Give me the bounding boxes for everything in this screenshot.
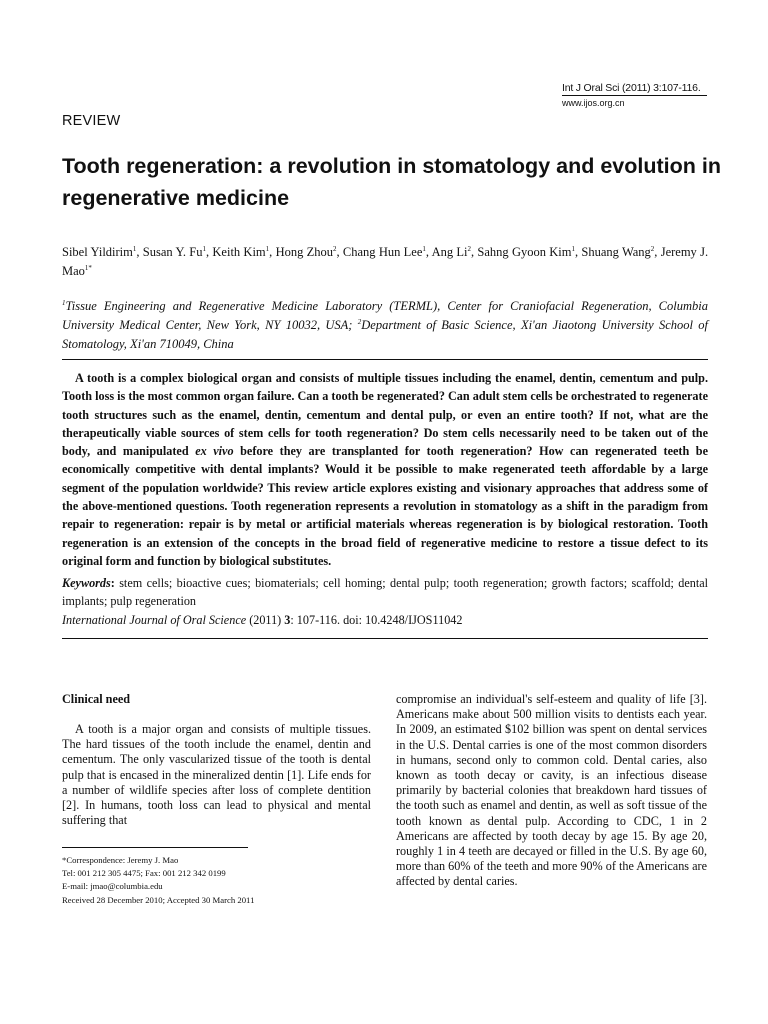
section-heading: Clinical need	[62, 692, 131, 706]
article-title: Tooth regeneration: a revolution in stomatology and evolution in regenerative medicine	[62, 154, 721, 210]
header-rule	[562, 95, 707, 96]
footnote	[62, 854, 362, 907]
correspondence: *Correspondence: Jeremy J. Mao	[62, 855, 179, 865]
abstract-bottom-rule	[62, 638, 708, 639]
journal-url[interactable]: www.ijos.org.cn	[562, 98, 625, 108]
body-column-right: compromise an individual's self-esteem and quality of life [3]. Americans make about 500 million visits to dentists each year. In 2009, an estimated $102 billion was spent on dental services in the U.S. Dental carries is one of the most common disorders in humans, second only to common cold. Dental caries, also known as tooth decay or cavity, is an infectious disease primarily by bacterial colonies that breakdown hard tissues of the tooth such as enamel and dentin, as well as soft tissue of the tooth known as dental pulp. According to CDC, 1 in 2 Americans are affected by tooth decay by age 15. By age 20, roughly 1 in 4 teeth are decayed or filled in the U.S. By age 60, more than 60% of the teeth and more 90% of the Americans are affected by dental caries.	[396, 692, 707, 889]
affiliation: $^1$Tissue Engineering and Regenerative Medicine Laboratory (TERML), Center for Craniofacial Regeneration, Columbia University Medical Center, New York, NY 10032, USA; $^2$Department of Basic Science, Xi'an Jiaotong University School of Stomatology, Xi'an 710049, China	[62, 298, 708, 351]
author: Sibel Yildirim$^1$	[62, 244, 137, 259]
keywords-label: Keywords	[62, 576, 111, 590]
citation: International Journal of Oral Science (2011) 3: 107-116. doi: 10.4248/IJOS11042	[62, 613, 463, 627]
section-label: REVIEW	[62, 113, 121, 129]
author: Jeremy J. Mao$^{1*}$	[62, 245, 709, 278]
abstract-top-rule	[62, 359, 708, 360]
body-column-left: A tooth is a major organ and consists of multiple tissues. The hard tissues of the tooth include the enamel, dentin and cementum. The only vascularized tissue of the tooth is dental pulp that is encased in the mineralized dentin [1]. Life ends for a number of wildlife species after loss of complete dentition [2]. In humans, tooth loss can lead to physical and mental suffering that	[62, 722, 371, 828]
contact-email[interactable]: E-mail: jmao@columbia.edu	[62, 881, 163, 892]
author: Hong Zhou$^2$	[275, 244, 337, 259]
author: Sahng Gyoon Kim$^1$	[477, 244, 575, 259]
received-date: Received 28 December 2010; Accepted 30 March 2011	[62, 894, 255, 905]
journal-reference: Int J Oral Sci (2011) 3:107-116.	[562, 82, 701, 94]
contact-phone: Tel: 001 212 305 4475; Fax: 001 212 342 0199	[62, 868, 226, 879]
author: Chang Hun Lee$^1$	[342, 244, 426, 259]
abstract: A tooth is a complex biological organ and consists of multiple tissues including the enamel, dentin, cementum and pulp. Tooth loss is the most common organ failure. Can a tooth be regenerated? Can adult stem cells be orchestrated to regenerate tooth structures such as the enamel, dentin, cementum and dental pulp, or even an entire tooth? If not, what are the therapeutically viable sources of stem cells for tooth regeneration? Do stem cells necessarily need to be taken out of the body, and manipulated ex vivo before they are transplanted for tooth regeneration? How can regenerated teeth be economically competitive with dental implants? Would it be possible to make regenerated teeth affordable by a large segment of the population worldwide? This review article explores existing and visionary approaches that address some of the above-mentioned questions. Tooth regeneration represents a revolution in stomatology as a shift in the paradigm from repair to regeneration: repair is by metal or artificial materials whereas regeneration is by biological restoration. Tooth regeneration is an extension of the concepts in the broad field of regenerative medicine to restore a tissue defect to its original form and function by biological substitutes.	[62, 371, 708, 568]
author: Susan Y. Fu$^1$	[142, 244, 206, 259]
author: Ang Li$^2$	[431, 244, 472, 259]
author-list: Sibel Yildirim$^1$, Susan Y. Fu$^1$, Keith Kim$^1$, Hong Zhou$^2$, Chang Hun Lee$^1$, Ang Li$^2$, Sahng Gyoon Kim$^1$, Shuang Wang$^2$, Jeremy J. Mao$^{1*}$	[62, 244, 709, 278]
keywords: Keywords: stem cells; bioactive cues; biomaterials; cell homing; dental pulp; tooth regeneration; growth factors; scaffold; dental implants; pulp regeneration	[62, 576, 709, 609]
author: Keith Kim$^1$	[212, 244, 270, 259]
keywords-text: stem cells; bioactive cues; biomaterials; cell homing; dental pulp; tooth regeneration; growth factors; scaffold; dental implants; pulp regeneration	[62, 576, 709, 609]
author: Shuang Wang$^2$	[581, 244, 655, 259]
footnote-rule	[62, 847, 248, 848]
